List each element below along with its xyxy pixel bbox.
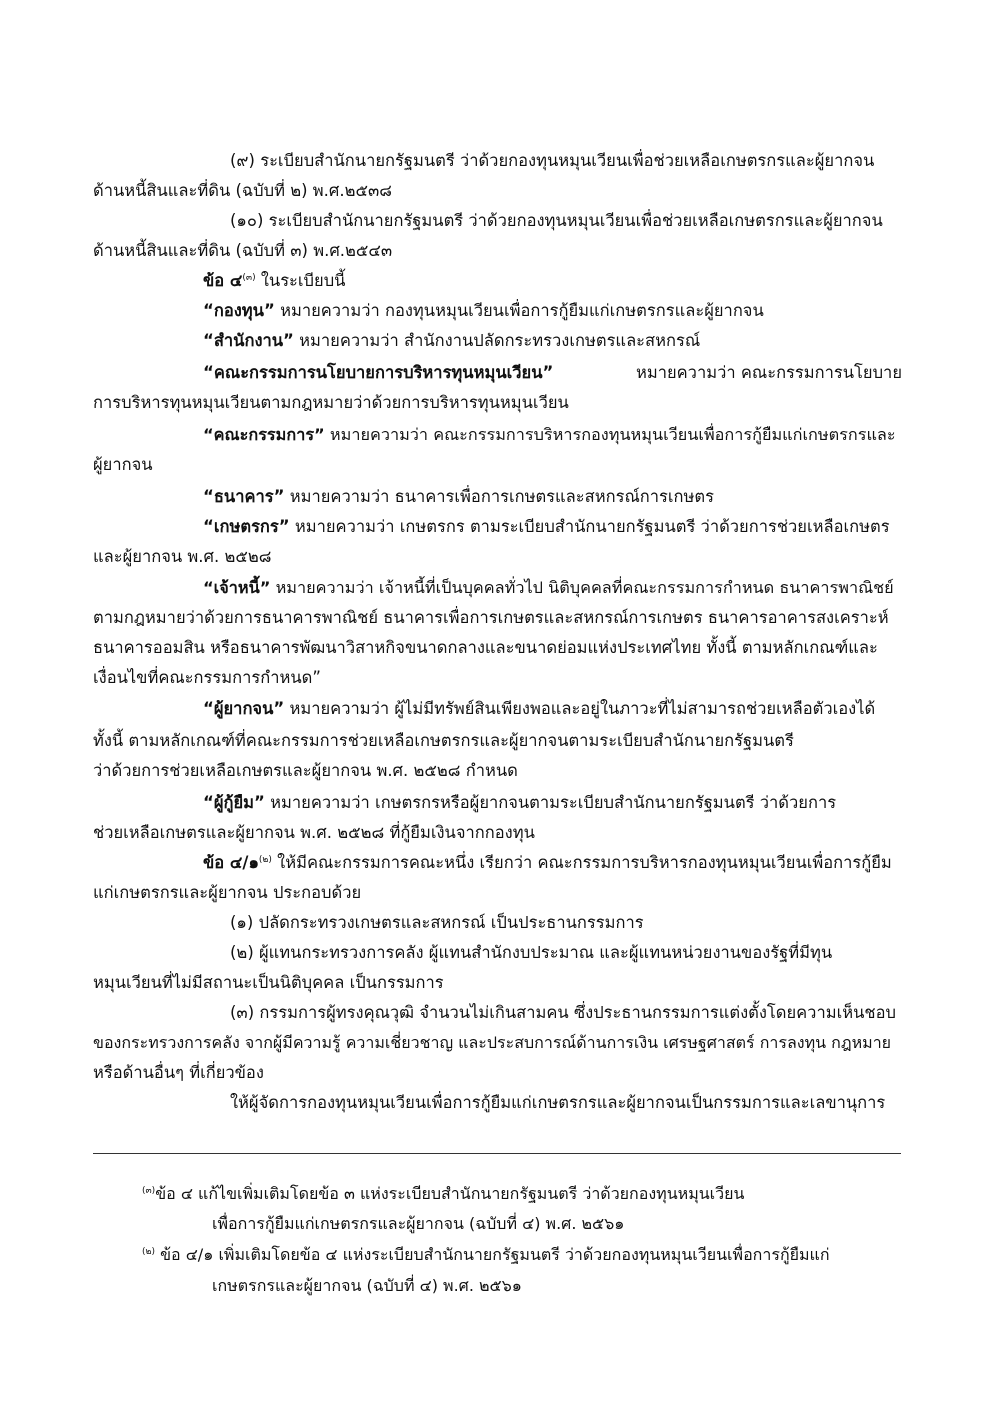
clause-4-heading: ข้อ ๔$^{(๓)}$ ในระเบียบนี้ [203,271,346,290]
term-creditor: “เจ้าหนี้” [203,578,271,597]
term-fund: “กองทุน” [203,301,275,320]
definition-creditor: “เจ้าหนี้” หมายความว่า เจ้าหนี้ที่เป็นบุคคลทั่วไป นิติบุคคลที่คณะกรรมการกำหนด ธนาคารพาณิชย์ [203,578,894,597]
secretary-line: ให้ผู้จัดการกองทุนหมุนเวียนเพื่อการกู้ยืมแก่เกษตรกรและผู้ยากจนเป็นกรรมการและเลขานุการ [230,1093,886,1112]
clause-4-label: ข้อ ๔ [203,271,243,290]
footnote-3-marker: (๓) [142,1186,156,1196]
definition-office: “สำนักงาน” หมายความว่า สำนักงานปลัดกระทรวงเกษตรและสหกรณ์ [203,331,701,350]
clause-4-1-label: ข้อ ๔/๑ [203,853,259,872]
definition-creditor-cont-1: ตามกฎหมายว่าด้วยการธนาคารพาณิชย์ ธนาคารเพื่อการเกษตรและสหกรณ์การเกษตร ธนาคารอาคารสงเคราะห์ [93,608,889,627]
definition-policy-committee-cont: การบริหารทุนหมุนเวียนตามกฎหมายว่าด้วยการบริหารทุนหมุนเวียน [93,393,569,412]
footnote-divider [93,1153,901,1154]
member-3-line-3: หรือด้านอื่นๆ ที่เกี่ยวข้อง [93,1063,264,1082]
definition-creditor-cont-3: เงื่อนไขที่คณะกรรมการกำหนด” [93,668,321,687]
definition-policy-committee: “คณะกรรมการนโยบายการบริหารทุนหมุนเวียน” หมายความว่า คณะกรรมการนโยบาย [203,363,902,382]
definition-borrower: “ผู้กู้ยืม” หมายความว่า เกษตรกรหรือผู้ยากจนตามระเบียบสำนักนายกรัฐมนตรี ว่าด้วยการ [203,793,837,812]
definition-borrower-cont: ช่วยเหลือเกษตรและผู้ยากจน พ.ศ. ๒๕๒๘ ที่กู้ยืมเงินจากกองทุน [93,823,535,842]
definition-farmer-cont: และผู้ยากจน พ.ศ. ๒๕๒๘ [93,547,272,566]
clause-4-1-heading: ข้อ ๔/๑$^{(๒)}$ ให้มีคณะกรรมการคณะหนึ่ง เรียกว่า คณะกรรมการบริหารกองทุนหมุนเวียนเพื่อการกู้ยืม [203,853,892,872]
item-9-line-2: ด้านหนี้สินและที่ดิน (ฉบับที่ ๒) พ.ศ.๒๕๓๘ [93,181,393,200]
term-policy-committee: “คณะกรรมการนโยบายการบริหารทุนหมุนเวียน” [203,363,554,382]
footnote-ref-2: (๒) [258,855,272,865]
term-borrower: “ผู้กู้ยืม” [203,793,265,812]
term-poor: “ผู้ยากจน” [203,699,285,718]
term-office: “สำนักงาน” [203,331,294,350]
footnote-2-line-2: เกษตรกรและผู้ยากจน (ฉบับที่ ๔) พ.ศ. ๒๕๖๑ [212,1276,522,1295]
term-bank: “ธนาคาร” [203,487,285,506]
member-1: (๑) ปลัดกระทรวงเกษตรและสหกรณ์ เป็นประธานกรรมการ [230,913,644,932]
definition-bank: “ธนาคาร” หมายความว่า ธนาคารเพื่อการเกษตรและสหกรณ์การเกษตร [203,487,714,506]
item-9-line-1: (๙) ระเบียบสำนักนายกรัฐมนตรี ว่าด้วยกองทุนหมุนเวียนเพื่อช่วยเหลือเกษตรกรและผู้ยากจน [230,151,875,170]
member-2-line-2: หมุนเวียนที่ไม่มีสถานะเป็นนิติบุคคล เป็นกรรมการ [93,973,444,992]
member-3-line-1: (๓) กรรมการผู้ทรงคุณวุฒิ จำนวนไม่เกินสามคน ซึ่งประธานกรรมการแต่งตั้งโดยความเห็นชอบ [230,1003,896,1022]
member-2-line-1: (๒) ผู้แทนกระทรวงการคลัง ผู้แทนสำนักงบประมาณ และผู้แทนหน่วยงานของรัฐที่มีทุน [230,943,833,962]
footnote-2-line-1: $^{(๒)}$ ข้อ ๔/๑ เพิ่มเติมโดยข้อ ๔ แห่งระเบียบสำนักนายกรัฐมนตรี ว่าด้วยกองทุนหมุนเวียนเพื่อการกู้ยืมแก่ [142,1245,830,1264]
footnote-ref-3: (๓) [242,273,256,283]
clause-4-1-cont: แก่เกษตรกรและผู้ยากจน ประกอบด้วย [93,883,362,902]
definition-committee-cont: ผู้ยากจน [93,455,153,474]
item-10-line-1: (๑๐) ระเบียบสำนักนายกรัฐมนตรี ว่าด้วยกองทุนหมุนเวียนเพื่อช่วยเหลือเกษตรกรและผู้ยากจน [230,211,883,230]
definition-farmer: “เกษตรกร” หมายความว่า เกษตรกร ตามระเบียบสำนักนายกรัฐมนตรี ว่าด้วยการช่วยเหลือเกษตร [203,517,890,536]
definition-poor: “ผู้ยากจน” หมายความว่า ผู้ไม่มีทรัพย์สินเพียงพอและอยู่ในภาวะที่ไม่สามารถช่วยเหลือตัวเองได้ [203,699,876,718]
definition-committee: “คณะกรรมการ” หมายความว่า คณะกรรมการบริหารกองทุนหมุนเวียนเพื่อการกู้ยืมแก่เกษตรกรและ [203,425,896,444]
definition-creditor-cont-2: ธนาคารออมสิน หรือธนาคารพัฒนาวิสาหกิจขนาดกลางและขนาดย่อมแห่งประเทศไทย ทั้งนี้ ตามหลักเกณฑ์และ [93,638,878,657]
footnote-3-line-2: เพื่อการกู้ยืมแก่เกษตรกรและผู้ยากจน (ฉบับที่ ๔) พ.ศ. ๒๕๖๑ [212,1214,625,1233]
member-3-line-2: ของกระทรวงการคลัง จากผู้มีความรู้ ความเชี่ยวชาญ และประสบการณ์ด้านการเงิน เศรษฐศาสตร์ การลงทุน กฎหมาย [93,1033,892,1052]
definition-poor-cont-2: ว่าด้วยการช่วยเหลือเกษตรและผู้ยากจน พ.ศ. ๒๕๒๘ กำหนด [93,761,518,780]
term-committee: “คณะกรรมการ” [203,425,325,444]
definition-poor-cont-1: ทั้งนี้ ตามหลักเกณฑ์ที่คณะกรรมการช่วยเหลือเกษตรกรและผู้ยากจนตามระเบียบสำนักนายกรัฐมนตรี [93,731,794,750]
definition-fund: “กองทุน” หมายความว่า กองทุนหมุนเวียนเพื่อการกู้ยืมแก่เกษตรกรและผู้ยากจน [203,301,764,320]
footnote-3-line-1: $^{(๓)}$ข้อ ๔ แก้ไขเพิ่มเติมโดยข้อ ๓ แห่งระเบียบสำนักนายกรัฐมนตรี ว่าด้วยกองทุนหมุนเวียน [142,1184,745,1203]
term-farmer: “เกษตรกร” [203,517,290,536]
footnote-2-marker: (๒) [142,1247,155,1257]
item-10-line-2: ด้านหนี้สินและที่ดิน (ฉบับที่ ๓) พ.ศ.๒๕๔๓ [93,241,393,260]
